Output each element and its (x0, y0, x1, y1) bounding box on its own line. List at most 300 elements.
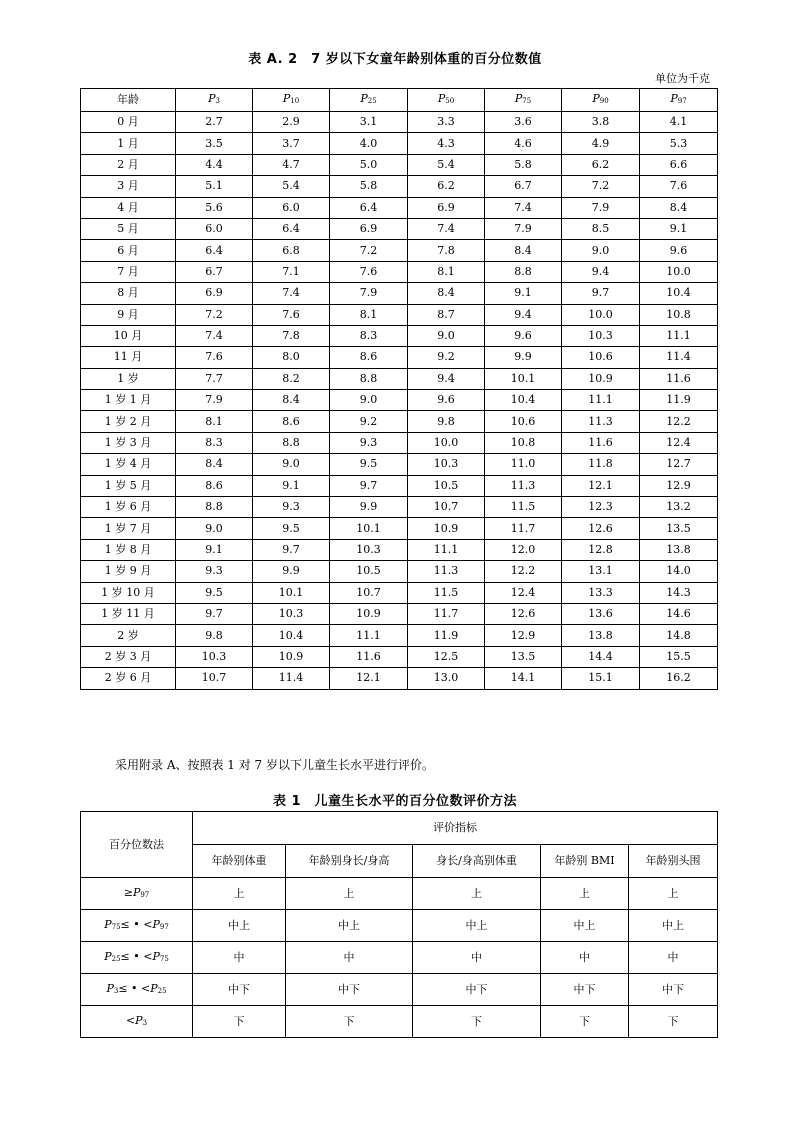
value-cell: 8.3 (330, 325, 408, 346)
value-cell: 11.7 (408, 603, 485, 624)
age-cell: 0 月 (81, 112, 176, 133)
value-cell: 10.9 (562, 368, 640, 389)
value-cell: 10.4 (253, 625, 330, 646)
value-cell: 3.3 (408, 112, 485, 133)
level-cell: 中下 (541, 974, 629, 1006)
age-cell: 1 岁 9 月 (81, 561, 176, 582)
age-cell: 2 月 (81, 154, 176, 175)
age-cell: 8 月 (81, 283, 176, 304)
value-cell: 10.1 (330, 518, 408, 539)
value-cell: 9.9 (330, 497, 408, 518)
age-cell: 1 岁 10 月 (81, 582, 176, 603)
value-cell: 12.3 (562, 497, 640, 518)
percentile-symbol: $P_{97}$ (132, 885, 150, 899)
level-cell: 中 (286, 942, 413, 974)
value-cell: 14.0 (640, 561, 718, 582)
value-cell: 6.2 (408, 176, 485, 197)
value-cell: 13.3 (562, 582, 640, 603)
value-cell: 10.9 (253, 646, 330, 667)
age-cell: 1 岁 5 月 (81, 475, 176, 496)
level-cell: 中下 (629, 974, 718, 1006)
indicator-cell: 年龄别体重 (193, 845, 286, 878)
value-cell: 2.7 (176, 112, 253, 133)
percentile-symbol: $P_{50}$ (437, 92, 455, 105)
header-percentile (640, 89, 718, 112)
method-header: 百分位数法 (81, 812, 193, 878)
table-row (81, 497, 718, 518)
value-cell: 4.1 (640, 112, 718, 133)
table-row (81, 411, 718, 432)
percentile-symbol: $P_3$ (106, 981, 119, 995)
value-cell: 8.4 (408, 283, 485, 304)
value-cell: 10.6 (562, 347, 640, 368)
value-cell: 12.9 (485, 625, 562, 646)
value-cell: 6.0 (176, 218, 253, 239)
percentile-subscript: 75 (159, 954, 169, 963)
percentile-symbol: $P_{90}$ (592, 92, 609, 105)
evaluation-method-table (80, 811, 718, 1038)
value-cell: 11.3 (562, 411, 640, 432)
value-cell: 10.0 (562, 304, 640, 325)
level-cell: 下 (413, 1006, 541, 1038)
percentile-subscript: 3 (113, 986, 119, 995)
percentile-subscript: 75 (522, 97, 532, 105)
value-cell: 10.6 (485, 411, 562, 432)
range-cell: $P_{25}\le$ • $<P_{75}$ (81, 942, 193, 974)
value-cell: 6.2 (562, 154, 640, 175)
table-row (81, 304, 718, 325)
value-cell: 9.0 (176, 518, 253, 539)
value-cell: 12.6 (485, 603, 562, 624)
header-percentile (176, 89, 253, 112)
value-cell: 7.1 (253, 261, 330, 282)
age-cell: 6 月 (81, 240, 176, 261)
value-cell: 8.0 (253, 347, 330, 368)
value-cell: 10.0 (408, 432, 485, 453)
value-cell: 9.6 (485, 325, 562, 346)
value-cell: 9.1 (640, 218, 718, 239)
value-cell: 9.2 (330, 411, 408, 432)
value-cell: 8.3 (176, 432, 253, 453)
table-row (81, 454, 718, 475)
value-cell: 11.1 (408, 539, 485, 560)
value-cell: 11.3 (408, 561, 485, 582)
value-cell: 10.0 (640, 261, 718, 282)
percentile-symbol: $P_{75}$ (104, 917, 121, 931)
level-cell: 中下 (286, 974, 413, 1006)
value-cell: 9.8 (408, 411, 485, 432)
header-percentile (253, 89, 330, 112)
level-cell: 中 (413, 942, 541, 974)
value-cell: 11.1 (640, 325, 718, 346)
age-cell: 2 岁 3 月 (81, 646, 176, 667)
value-cell: 10.7 (176, 668, 253, 689)
table-row (81, 218, 718, 239)
value-cell: 6.4 (330, 197, 408, 218)
value-cell: 6.7 (485, 176, 562, 197)
level-cell: 中下 (413, 974, 541, 1006)
table-row (81, 133, 718, 154)
indicator-cell: 年龄别头围 (629, 845, 718, 878)
value-cell: 8.8 (176, 497, 253, 518)
table-row (81, 112, 718, 133)
table-row (81, 878, 718, 910)
percentile-subscript: 25 (157, 986, 167, 995)
value-cell: 10.5 (408, 475, 485, 496)
value-cell: 2.9 (253, 112, 330, 133)
value-cell: 8.6 (176, 475, 253, 496)
value-cell: 10.9 (330, 603, 408, 624)
value-cell: 6.8 (253, 240, 330, 261)
percentile-symbol: $P_{25}$ (360, 92, 377, 105)
percentile-symbol: $P_{97}$ (670, 92, 687, 105)
value-cell: 9.3 (330, 432, 408, 453)
range-cell: $\ge P_{97}$ (81, 878, 193, 910)
table-row (81, 432, 718, 453)
value-cell: 5.0 (330, 154, 408, 175)
age-cell: 1 岁 4 月 (81, 454, 176, 475)
value-cell: 7.6 (640, 176, 718, 197)
table-row (81, 261, 718, 282)
evaluation-paragraph: 采用附录 A、按照表 1 对 7 岁以下儿童生长水平进行评价。 (115, 758, 435, 772)
value-cell: 9.6 (640, 240, 718, 261)
value-cell: 12.9 (640, 475, 718, 496)
value-cell: 3.8 (562, 112, 640, 133)
value-cell: 12.5 (408, 646, 485, 667)
value-cell: 6.6 (640, 154, 718, 175)
value-cell: 14.3 (640, 582, 718, 603)
percentile-subscript: 75 (111, 922, 121, 931)
table-row (81, 910, 718, 942)
value-cell: 7.8 (253, 325, 330, 346)
level-cell: 中 (629, 942, 718, 974)
value-cell: 9.7 (562, 283, 640, 304)
value-cell: 9.9 (485, 347, 562, 368)
percentile-subscript: 97 (159, 922, 169, 931)
value-cell: 12.2 (640, 411, 718, 432)
value-cell: 11.4 (253, 668, 330, 689)
age-cell: 4 月 (81, 197, 176, 218)
age-cell: 7 月 (81, 261, 176, 282)
value-cell: 10.8 (485, 432, 562, 453)
header-row (81, 89, 718, 112)
value-cell: 8.8 (330, 368, 408, 389)
level-cell: 中上 (541, 910, 629, 942)
value-cell: 11.6 (640, 368, 718, 389)
value-cell: 11.9 (640, 390, 718, 411)
table-row (81, 646, 718, 667)
percentile-symbol: $P_{25}$ (104, 949, 121, 963)
value-cell: 13.5 (640, 518, 718, 539)
age-cell: 1 岁 3 月 (81, 432, 176, 453)
value-cell: 5.1 (176, 176, 253, 197)
age-cell: 1 岁 8 月 (81, 539, 176, 560)
value-cell: 10.1 (253, 582, 330, 603)
percentile-symbol: $P_{10}$ (282, 92, 300, 105)
value-cell: 3.6 (485, 112, 562, 133)
value-cell: 8.4 (176, 454, 253, 475)
table-row (81, 176, 718, 197)
indicator-cell: 年龄别身长/身高 (286, 845, 413, 878)
value-cell: 6.0 (253, 197, 330, 218)
indicator-cell: 身长/身高别体重 (413, 845, 541, 878)
table-row (81, 1006, 718, 1038)
age-cell: 1 岁 7 月 (81, 518, 176, 539)
value-cell: 15.5 (640, 646, 718, 667)
range-cell: $P_{75}\le$ • $<P_{97}$ (81, 910, 193, 942)
percentile-subscript: 90 (599, 97, 609, 105)
value-cell: 14.6 (640, 603, 718, 624)
value-cell: 14.8 (640, 625, 718, 646)
percentile-symbol: $P_3$ (208, 92, 220, 105)
value-cell: 10.9 (408, 518, 485, 539)
value-cell: 5.3 (640, 133, 718, 154)
value-cell: 12.6 (562, 518, 640, 539)
value-cell: 13.8 (640, 539, 718, 560)
value-cell: 5.4 (408, 154, 485, 175)
value-cell: 13.0 (408, 668, 485, 689)
value-cell: 10.3 (176, 646, 253, 667)
value-cell: 10.3 (562, 325, 640, 346)
table-row (81, 325, 718, 346)
value-cell: 12.7 (640, 454, 718, 475)
value-cell: 8.1 (176, 411, 253, 432)
percentile-subscript: 3 (142, 1018, 148, 1027)
indicator-cell: 年龄别 BMI (541, 845, 629, 878)
value-cell: 8.8 (253, 432, 330, 453)
value-cell: 11.4 (640, 347, 718, 368)
value-cell: 8.5 (562, 218, 640, 239)
value-cell: 10.7 (330, 582, 408, 603)
value-cell: 11.0 (485, 454, 562, 475)
percentile-symbol: $P_3$ (135, 1013, 148, 1027)
value-cell: 13.2 (640, 497, 718, 518)
value-cell: 11.5 (408, 582, 485, 603)
percentile-subscript: 97 (677, 97, 687, 105)
table-row (81, 347, 718, 368)
value-cell: 12.0 (485, 539, 562, 560)
value-cell: 9.1 (485, 283, 562, 304)
level-cell: 下 (193, 1006, 286, 1038)
header-row (81, 812, 718, 845)
value-cell: 11.5 (485, 497, 562, 518)
value-cell: 9.5 (330, 454, 408, 475)
value-cell: 3.5 (176, 133, 253, 154)
value-cell: 11.1 (562, 390, 640, 411)
value-cell: 11.1 (330, 625, 408, 646)
value-cell: 11.6 (330, 646, 408, 667)
value-cell: 4.3 (408, 133, 485, 154)
value-cell: 8.4 (485, 240, 562, 261)
value-cell: 8.1 (408, 261, 485, 282)
value-cell: 16.2 (640, 668, 718, 689)
value-cell: 7.9 (562, 197, 640, 218)
value-cell: 9.6 (408, 390, 485, 411)
value-cell: 4.0 (330, 133, 408, 154)
unit-label: 单位为千克 (655, 72, 710, 85)
value-cell: 12.1 (562, 475, 640, 496)
age-cell: 2 岁 6 月 (81, 668, 176, 689)
level-cell: 中上 (629, 910, 718, 942)
value-cell: 7.9 (485, 218, 562, 239)
value-cell: 11.9 (408, 625, 485, 646)
age-cell: 9 月 (81, 304, 176, 325)
value-cell: 7.2 (562, 176, 640, 197)
value-cell: 10.3 (330, 539, 408, 560)
indicator-header: 评价指标 (193, 812, 718, 845)
table-row (81, 561, 718, 582)
value-cell: 4.6 (485, 133, 562, 154)
value-cell: 15.1 (562, 668, 640, 689)
value-cell: 6.7 (176, 261, 253, 282)
table-1-title: 表 1 儿童生长水平的百分位数评价方法 (272, 794, 518, 809)
value-cell: 8.6 (330, 347, 408, 368)
value-cell: 10.7 (408, 497, 485, 518)
value-cell: 7.6 (253, 304, 330, 325)
value-cell: 8.1 (330, 304, 408, 325)
value-cell: 9.2 (408, 347, 485, 368)
table-row (81, 368, 718, 389)
value-cell: 14.1 (485, 668, 562, 689)
value-cell: 10.8 (640, 304, 718, 325)
level-cell: 上 (286, 878, 413, 910)
value-cell: 13.8 (562, 625, 640, 646)
value-cell: 9.0 (562, 240, 640, 261)
age-cell: 2 岁 (81, 625, 176, 646)
value-cell: 7.8 (408, 240, 485, 261)
value-cell: 12.4 (640, 432, 718, 453)
value-cell: 7.9 (330, 283, 408, 304)
value-cell: 10.4 (640, 283, 718, 304)
value-cell: 7.2 (330, 240, 408, 261)
age-cell: 5 月 (81, 218, 176, 239)
level-cell: 下 (286, 1006, 413, 1038)
level-cell: 中 (193, 942, 286, 974)
value-cell: 8.8 (485, 261, 562, 282)
value-cell: 9.0 (408, 325, 485, 346)
percentile-subscript: 97 (140, 890, 150, 899)
value-cell: 9.0 (330, 390, 408, 411)
value-cell: 7.6 (176, 347, 253, 368)
value-cell: 13.5 (485, 646, 562, 667)
value-cell: 12.8 (562, 539, 640, 560)
percentile-subscript: 25 (111, 954, 121, 963)
value-cell: 13.6 (562, 603, 640, 624)
header-age: 年龄 (81, 89, 176, 112)
value-cell: 11.8 (562, 454, 640, 475)
value-cell: 5.4 (253, 176, 330, 197)
value-cell: 7.2 (176, 304, 253, 325)
age-cell: 1 岁 11 月 (81, 603, 176, 624)
level-cell: 中上 (286, 910, 413, 942)
value-cell: 12.4 (485, 582, 562, 603)
value-cell: 13.1 (562, 561, 640, 582)
value-cell: 6.9 (330, 218, 408, 239)
level-cell: 上 (541, 878, 629, 910)
value-cell: 5.8 (330, 176, 408, 197)
value-cell: 8.4 (253, 390, 330, 411)
table-row (81, 283, 718, 304)
value-cell: 12.1 (330, 668, 408, 689)
value-cell: 9.5 (253, 518, 330, 539)
age-cell: 3 月 (81, 176, 176, 197)
value-cell: 7.4 (485, 197, 562, 218)
value-cell: 10.3 (253, 603, 330, 624)
table-row (81, 603, 718, 624)
value-cell: 7.4 (408, 218, 485, 239)
table-row (81, 240, 718, 261)
value-cell: 4.4 (176, 154, 253, 175)
value-cell: 4.9 (562, 133, 640, 154)
value-cell: 5.6 (176, 197, 253, 218)
age-cell: 10 月 (81, 325, 176, 346)
value-cell: 10.1 (485, 368, 562, 389)
value-cell: 9.3 (176, 561, 253, 582)
level-cell: 中上 (193, 910, 286, 942)
value-cell: 8.6 (253, 411, 330, 432)
level-cell: 上 (413, 878, 541, 910)
level-cell: 下 (541, 1006, 629, 1038)
age-cell: 1 岁 (81, 368, 176, 389)
level-cell: 中 (541, 942, 629, 974)
range-cell: $P_3\le$ • $<P_{25}$ (81, 974, 193, 1006)
age-cell: 1 月 (81, 133, 176, 154)
value-cell: 9.4 (485, 304, 562, 325)
value-cell: 9.1 (176, 539, 253, 560)
value-cell: 9.7 (253, 539, 330, 560)
value-cell: 6.4 (176, 240, 253, 261)
age-cell: 1 岁 1 月 (81, 390, 176, 411)
value-cell: 7.9 (176, 390, 253, 411)
range-cell: $<P_3$ (81, 1006, 193, 1038)
value-cell: 9.3 (253, 497, 330, 518)
value-cell: 10.4 (485, 390, 562, 411)
value-cell: 9.0 (253, 454, 330, 475)
level-cell: 上 (193, 878, 286, 910)
value-cell: 9.8 (176, 625, 253, 646)
value-cell: 3.7 (253, 133, 330, 154)
table-row (81, 475, 718, 496)
table-row (81, 518, 718, 539)
table-row (81, 390, 718, 411)
value-cell: 10.5 (330, 561, 408, 582)
value-cell: 11.7 (485, 518, 562, 539)
value-cell: 9.7 (330, 475, 408, 496)
value-cell: 12.2 (485, 561, 562, 582)
level-cell: 下 (629, 1006, 718, 1038)
percentile-subscript: 10 (290, 97, 300, 105)
level-cell: 中下 (193, 974, 286, 1006)
value-cell: 6.4 (253, 218, 330, 239)
value-cell: 10.3 (408, 454, 485, 475)
header-percentile (330, 89, 408, 112)
percentile-symbol: $P_{75}$ (152, 949, 169, 963)
table-row (81, 974, 718, 1006)
level-cell: 上 (629, 878, 718, 910)
value-cell: 8.4 (640, 197, 718, 218)
table-row (81, 625, 718, 646)
value-cell: 11.3 (485, 475, 562, 496)
value-cell: 11.6 (562, 432, 640, 453)
level-cell: 中上 (413, 910, 541, 942)
table-row (81, 582, 718, 603)
header-percentile (485, 89, 562, 112)
percentile-subscript: 25 (367, 97, 377, 105)
percentile-symbol: $P_{97}$ (152, 917, 169, 931)
header-percentile (562, 89, 640, 112)
value-cell: 9.4 (408, 368, 485, 389)
table-row (81, 942, 718, 974)
